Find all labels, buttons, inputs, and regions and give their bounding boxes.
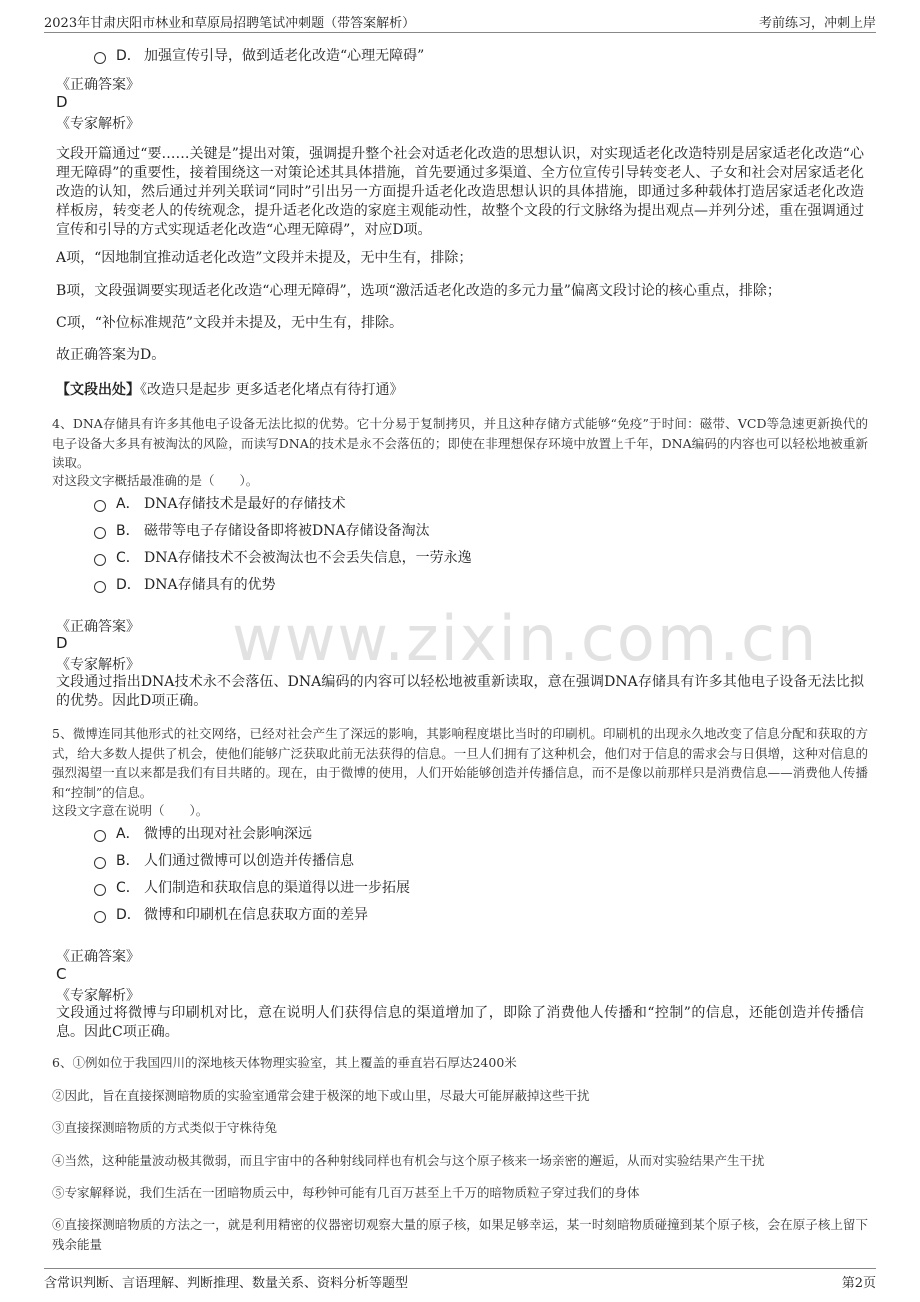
question-6-sentence-3: ③直接探测暗物质的方式类似于守株待兔 xyxy=(52,1120,278,1135)
page-number: 第2页 xyxy=(841,1276,876,1291)
option-letter: C． xyxy=(116,880,140,896)
option-letter: D． xyxy=(116,48,141,64)
q5-option-c[interactable] xyxy=(94,876,410,898)
q4-option-a[interactable] xyxy=(94,492,346,514)
correct-answer-label: 《正确答案》 xyxy=(56,949,140,965)
option-letter: A． xyxy=(116,826,140,842)
correct-answer: C xyxy=(56,965,67,983)
question-6-sentence-5: ⑤专家解释说，我们生活在一团暗物质云中，每秒钟可能有几百万甚至上千万的暗物质粒子穿过我们的身体 xyxy=(52,1185,640,1200)
question-5-prompt: 这段文字意在说明（ ）。 xyxy=(52,803,209,818)
radio-icon[interactable] xyxy=(94,911,106,923)
source-citation xyxy=(56,379,403,399)
expert-analysis-label: 《专家解析》 xyxy=(56,988,140,1004)
q5-option-a[interactable] xyxy=(94,822,312,844)
question-6-sentence-6: ⑥直接探测暗物质的方法之一，就是利用精密的仪器密切观察大量的原子核，如果足够幸运，某一时刻暗物质碰撞到某个原子核，会在原子核上留下残余能量 xyxy=(52,1217,868,1252)
option-letter: D． xyxy=(116,907,141,923)
radio-icon[interactable] xyxy=(94,830,106,842)
option-text: DNA存储技术不会被淘汰也不会丢失信息，一劳永逸 xyxy=(144,550,472,566)
correct-answer: D xyxy=(56,634,68,652)
option-text: DNA存储技术是最好的存储技术 xyxy=(144,496,346,512)
radio-icon[interactable] xyxy=(94,52,106,64)
footer-divider xyxy=(44,1268,876,1269)
option-letter: C． xyxy=(116,550,140,566)
option-text: DNA存储具有的优势 xyxy=(144,577,276,593)
q5-option-d[interactable] xyxy=(94,903,368,925)
footer-note: 含常识判断、言语理解、判断推理、数量关系、资料分析等题型 xyxy=(44,1276,409,1291)
option-text: 人们通过微博可以创造并传播信息 xyxy=(144,853,354,869)
header-slogan: 考前练习，冲刺上岸 xyxy=(758,16,876,31)
source-label: 【文段出处】 xyxy=(56,382,140,398)
q4-option-d[interactable] xyxy=(94,573,276,595)
expert-analysis-text: 文段通过将微博与印刷机对比，意在说明人们获得信息的渠道增加了，即除了消费他人传播和“控制”的信息，还能创造并传播信息。因此C项正确。 xyxy=(56,1005,864,1040)
question-6-sentence-2: ②因此，旨在直接探测暗物质的实验室通常会建于极深的地下或山里，尽最大可能屏蔽掉这些干扰 xyxy=(52,1088,590,1103)
option-text: 微博的出现对社会影响深远 xyxy=(144,826,312,842)
radio-icon[interactable] xyxy=(94,581,106,593)
question-4-stem: 4、DNA存储具有许多其他电子设备无法比拟的优势。它十分易于复制拷贝，并且这种存储方式能够“免疫”于时间：磁带、VCD等急速更新换代的电子设备大多具有被淘汰的风险，而读写DNA的技术是永不会落伍的；即使在非理想保存环境中放置上千年，DNA编码的内容也可以轻松地被重新读取。 xyxy=(52,416,868,470)
q5-option-b[interactable] xyxy=(94,849,354,871)
question-5-stem: 5、微博连同其他形式的社交网络，已经对社会产生了深远的影响，其影响程度堪比当时的印刷机。印刷机的出现永久地改变了信息分配和获取的方式，给大多数人提供了机会，使他们能够广泛获取此前无法获得的信息。一旦人们拥有了这种机会，他们对于信息的需求会与日俱增，这种对信息的强烈渴望一直以来都是我们有目共睹的。现在，由于微博的使用，人们开始能够创造并传播信息，而不是像以前那样只是消费信息——消费他人传播和“控制”的信息。 xyxy=(52,726,868,800)
expert-analysis-label: 《专家解析》 xyxy=(56,116,140,132)
option-text: 加强宣传引导，做到适老化改造“心理无障碍” xyxy=(144,48,425,64)
correct-answer-label: 《正确答案》 xyxy=(56,619,140,635)
option-letter: B． xyxy=(116,853,140,869)
header-divider xyxy=(44,32,876,33)
q4-option-c[interactable] xyxy=(94,546,472,568)
expert-analysis-label: 《专家解析》 xyxy=(56,657,140,673)
conclusion: 故正确答案为D。 xyxy=(56,347,166,363)
option-b-note: B项，文段强调要实现适老化改造“心理无障碍”，选项“激活适老化改造的多元力量”偏离文段讨论的核心重点，排除； xyxy=(56,283,781,299)
option-letter: B． xyxy=(116,523,140,539)
option-letter: D． xyxy=(116,577,141,593)
radio-icon[interactable] xyxy=(94,500,106,512)
radio-icon[interactable] xyxy=(94,884,106,896)
option-a-note: A项，“因地制宜推动适老化改造”文段并未提及，无中生有，排除； xyxy=(56,250,473,266)
option-text: 微博和印刷机在信息获取方面的差异 xyxy=(144,907,368,923)
radio-icon[interactable] xyxy=(94,554,106,566)
option-letter: A． xyxy=(116,496,140,512)
source-title: 《改造只是起步 更多适老化堵点有待打通》 xyxy=(140,382,404,398)
q4-option-b[interactable] xyxy=(94,519,430,541)
watermark: www.zixin.com.cn xyxy=(232,602,819,675)
expert-analysis-text: 文段开篇通过“要……关键是”提出对策，强调提升整个社会对适老化改造的思想认识，对实现适老化改造特别是居家适老化改造“心理无障碍”的重要性，接着围绕这一对策论述其具体措施，首先要通过多渠道、全方位宣传引导转变老人、子女和社会对居家适老化改造的认知，然后通过并列关联词“同时”引出另一方面提升适老化改造思想认识的具体措施，即通过多种载体打造居家适老化改造样板房，转变老人的传统观念，提升适老化改造的家庭主观能动性，故整个文段的行文脉络为提出观点—并列分述，重在强调通过宣传和引导的方式实现适老化改造“心理无障碍”，对应D项。 xyxy=(56,146,864,238)
document-title: 2023年甘肃庆阳市林业和草原局招聘笔试冲刺题（带答案解析） xyxy=(44,16,416,31)
expert-analysis-text: 文段通过指出DNA技术永不会落伍、DNA编码的内容可以轻松地被重新读取，意在强调DNA存储具有许多其他电子设备无法比拟的优势。因此D项正确。 xyxy=(56,674,864,709)
option-c-note: C项，“补位标准规范”文段并未提及，无中生有，排除。 xyxy=(56,315,404,331)
radio-icon[interactable] xyxy=(94,527,106,539)
question-6-sentence-4: ④当然，这种能量波动极其微弱，而且宇宙中的各种射线同样也有机会与这个原子核来一场亲密的邂逅，从而对实验结果产生干扰 xyxy=(52,1153,765,1168)
correct-answer-label: 《正确答案》 xyxy=(56,77,140,93)
question-4-prompt: 对这段文字概括最准确的是（ ）。 xyxy=(52,473,259,488)
correct-answer: D xyxy=(56,93,68,111)
question-6-sentence-1: 6、①例如位于我国四川的深地核天体物理实验室，其上覆盖的垂直岩石厚达2400米 xyxy=(52,1055,517,1070)
option-text: 磁带等电子存储设备即将被DNA存储设备淘汰 xyxy=(144,523,430,539)
option-text: 人们制造和获取信息的渠道得以进一步拓展 xyxy=(144,880,410,896)
q3-option-d[interactable] xyxy=(94,44,424,66)
radio-icon[interactable] xyxy=(94,857,106,869)
